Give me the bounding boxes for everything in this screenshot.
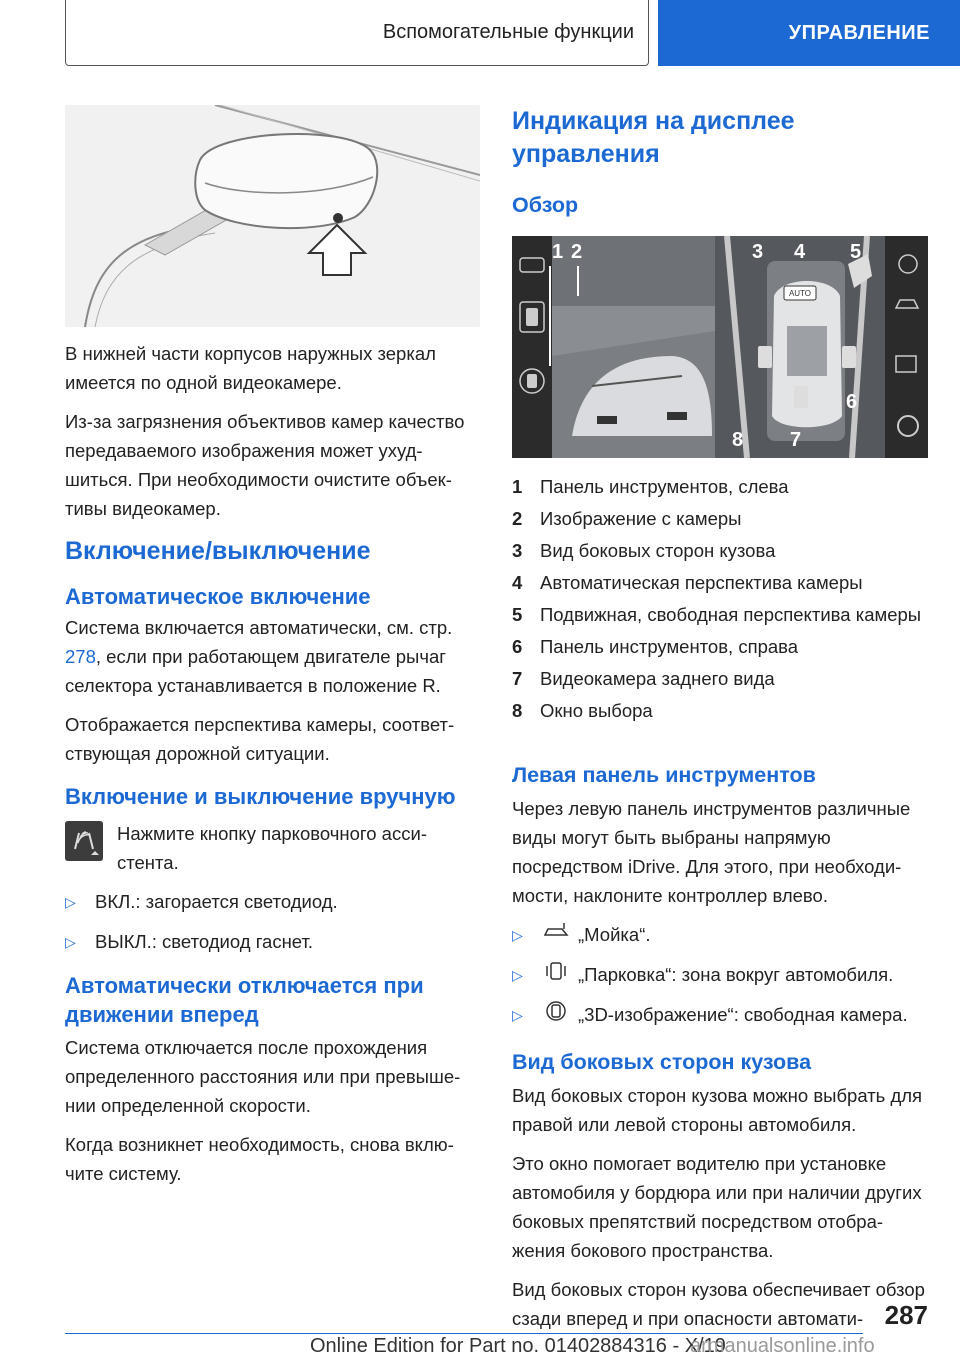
bullet-on-text: ВКЛ.: загорается светодиод. [95,891,338,912]
side-view-paragraph-3: Вид боковых сторон кузова обеспечивает обзор сзади вперед и при опасности автомати- [512,1279,925,1329]
cam-label-7: 7 [790,429,802,451]
view-item-wash-text: „Мойка“. [578,924,651,945]
legend-item: 2 Изображение с камеры [512,508,742,529]
header-section-title: Вспомогательные функции [382,21,634,43]
legend-item: 6 Панель инструментов, справа [512,636,799,657]
legend-list [512,472,928,725]
auto-off-paragraph-2: Когда возникнет необходимость, снова включите систему. [65,1134,454,1184]
footer-divider [65,1333,863,1334]
side-view-paragraph-1: Вид боковых сторон кузова можно выбрать для правой или левой стороны автомобиля. [512,1085,923,1135]
cam-label-1: 1 [552,241,564,263]
cam-label-3: 3 [752,241,764,263]
legend-item: 5 Подвижная, свободная перспектива камеры [512,604,922,625]
auto-on-perspective-paragraph: Отображается перспектива камеры, соответствующая дорожной ситуации. [65,714,455,764]
cam-label-4: 4 [794,241,806,263]
legend-item: 8 Окно выбора [512,700,653,721]
cam-label-5: 5 [850,241,862,263]
watermark: armanualsonline.info [690,1335,875,1357]
view-item-wash [512,920,928,950]
view-item-parking-text: „Парковка“: зона вокруг автомобиля. [578,964,894,985]
cam-auto-badge: AUTO [788,289,812,298]
footer-edition: Online Edition for Part no. 01402884316 - X/19 [310,1335,726,1357]
auto-off-paragraph-1: Система отключается после прохождения определенного расстояния или при превышении определенной скорости. [65,1037,461,1116]
side-view-paragraph-2: Это окно помогает водителю при установке автомобиля у бордюра или при наличии других боковых препятствий посредством отображения бокового пространства. [512,1153,922,1261]
mirror-camera-caption: В нижней части корпусов наружных зеркал имеется по одной видеокамере. [65,343,436,393]
page-link-278[interactable]: 278 [65,646,96,667]
manual-instruction-text: Нажмите кнопку парковочного ассистента. [117,823,427,873]
heading-side-view: Вид боковых сторон кузова [512,1050,812,1074]
left-panel-paragraph: Через левую панель инструментов различные виды могут быть выбраны напрямую посредством iDrive. Для этого, при необходимости, наклоните контроллер влево. [512,798,911,906]
heading-display: Индикация на дисплее управления [512,107,795,168]
legend-item: 7 Видеокамера заднего вида [512,668,775,689]
bullet-triangle-icon: ▷ [65,894,76,910]
bullet-on [65,887,480,917]
heading-overview: Обзор [512,193,579,217]
auto-on-paragraph [65,613,480,700]
parking-assistant-button-icon [65,821,103,861]
heading-auto-off: Автоматически отключается при движении вперед [65,973,424,1027]
manual-instruction [65,819,480,877]
bullet-off-text: ВЫКЛ.: светодиод гаснет. [95,931,314,952]
view-item-3d-text: „3D-изображение“: свободная камера. [578,1004,908,1025]
legend-item: 1 Панель инструментов, слева [512,476,789,497]
heading-left-panel: Левая панель инструментов [512,763,816,787]
header-chapter-title: УПРАВЛЕНИЕ [788,21,930,44]
left-column [65,105,480,1198]
heading-auto-on: Автоматическое включение [65,584,371,609]
legend-item: 4 Автоматическая перспектива камеры [512,572,863,593]
camera-display-screenshot [512,236,928,458]
auto-on-text-b: , если при работающем двигателе рычаг селектора устанавливается в положение R. [65,646,446,696]
page-number: 287 [884,1300,928,1330]
view-item-parking [512,960,928,990]
heading-manual: Включение и выключение вручную [65,784,456,809]
cam-label-2: 2 [571,241,583,263]
heading-on-off: Включение/выключение [65,537,371,565]
auto-on-text-a: Система включается автоматически, см. стр. [65,617,453,638]
bullet-triangle-icon: ▷ [512,967,523,983]
header-chapter-tab [658,0,960,66]
bullet-triangle-icon: ▷ [512,927,523,943]
parking-view-icon [542,960,578,990]
mirror-camera-illustration [65,105,480,327]
header-section-tab [65,0,649,66]
right-column [512,105,928,1343]
car-wash-icon [542,920,578,950]
view-item-3d [512,1000,928,1030]
cam-label-6: 6 [846,391,858,413]
cam-label-8: 8 [732,429,744,451]
bullet-triangle-icon: ▷ [65,934,76,950]
bullet-triangle-icon: ▷ [512,1007,523,1023]
lens-cleaning-paragraph: Из-за загрязнения объективов камер качество передаваемого изображения может ухудшиться. При необходимости очистите объективы видеокамер. [65,411,465,519]
legend-item: 3 Вид боковых сторон кузова [512,540,776,561]
bullet-off [65,927,480,957]
3d-view-icon [542,1000,578,1030]
